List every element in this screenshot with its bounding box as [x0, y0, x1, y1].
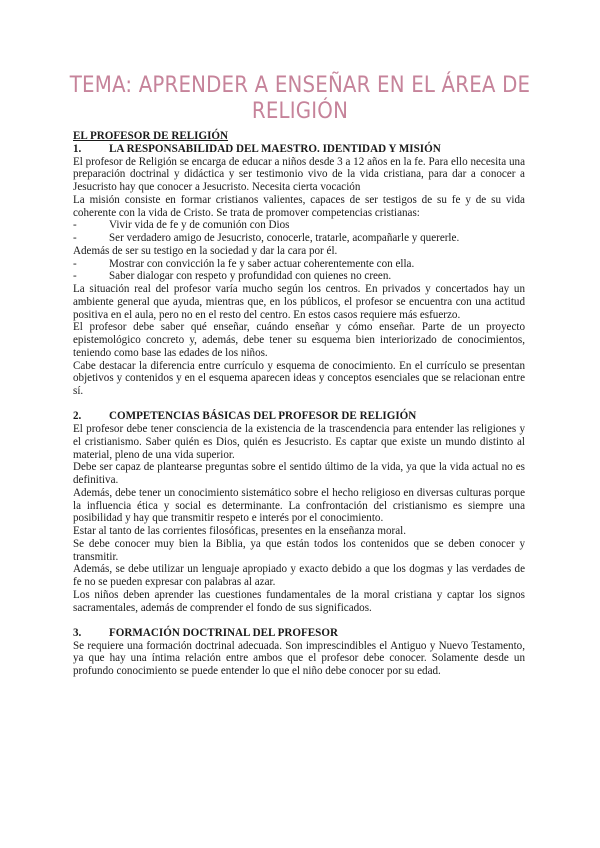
section-number: 1. — [73, 142, 82, 155]
paragraph: El profesor debe tener consciencia de la existencia de la trascendencia para entender las religiones y el cristianismo. Saber quién es Dios, quién es Jesucristo. Es captar que existe un mundo distinto al material, pleno de una vida superior. — [73, 423, 525, 461]
bullet-dash: - — [73, 257, 77, 270]
section-3-heading — [73, 627, 525, 640]
paragraph: La situación real del profesor varía mucho según los centros. En privados y concertados hay un ambiente general que ayuda, mientras que, en los públicos, el profesor se encuentra con una actitud positiva en el aula, pero no en el resto del centro. En estos casos requiere más esfuerzo. — [73, 283, 525, 321]
section-title: LA RESPONSABILIDAD DEL MAESTRO. IDENTIDAD Y MISIÓN — [109, 142, 441, 155]
paragraph: Además, debe tener un conocimiento sistemático sobre el hecho religioso en diversas culturas porque la influencia ética y social es determinante. La confrontación del cristianismo es siempre una posibilidad y hay que transmitir respeto e interés por el conocimiento. — [73, 486, 525, 525]
list-item-text: Saber dialogar con respeto y profundidad con quienes no creen. — [109, 270, 392, 283]
list-continuation: Además de ser su testigo en la sociedad y dar la cara por él. — [73, 244, 338, 257]
list-item-text: Vivir vida de fe y de comunión con Dios — [109, 219, 290, 232]
bullet-dash: - — [73, 219, 77, 232]
list-item — [73, 219, 525, 232]
paragraph: Se requiere una formación doctrinal adecuada. Son imprescindibles el Antiguo y Nuevo Testamento, ya que hay una íntima relación entre ambos que el profesor debe conocer. Solamente desde un profundo conocimiento se puede entender lo que el niño debe conocer por su edad. — [73, 639, 525, 677]
document-body — [73, 130, 525, 678]
paragraph: El profesor de Religión se encarga de educar a niños desde 3 a 12 años en la fe. Para ello necesita una preparación doctrinal y didáctica y ser testimonio vivo de la vida cristiana, para dar a conocer a Jesucristo hay que conocer a Jesucristo. Necesita cierta vocación — [73, 155, 525, 193]
list-item-text: Mostrar con convicción la fe y saber actuar coherentemente con ella. — [109, 257, 415, 270]
section-number: 3. — [73, 626, 82, 639]
list-item — [73, 270, 525, 283]
page-title: TEMA: APRENDER A ENSEÑAR EN EL ÁREA DE RELIGIÓN — [69, 72, 531, 124]
paragraph: Estar al tanto de las corrientes filosóficas, presentes en la enseñanza moral. — [73, 525, 406, 537]
paragraph: Los niños deben aprender las cuestiones fundamentales de la moral cristiana y captar los signos sacramentales, además de comprender el fondo de sus significados. — [73, 588, 525, 614]
section-1-heading — [73, 143, 525, 156]
section-2-heading — [73, 410, 525, 423]
section-title: COMPETENCIAS BÁSICAS DEL PROFESOR DE RELIGIÓN — [109, 410, 417, 423]
section-number: 2. — [73, 410, 82, 423]
list-item — [73, 258, 525, 271]
paragraph: La misión consiste en formar cristianos valientes, capaces de ser testigos de su fe y de su vida coherente con la vida de Cristo. Se trata de promover competencias cristianas: — [73, 193, 525, 219]
paragraph: El profesor debe saber qué enseñar, cuándo enseñar y cómo enseñar. Parte de un proyecto epistemológico concreto y, además, debe tener su esquema bien interiorizado de conocimientos, teniendo como base las edades de los niños. — [73, 321, 525, 359]
paragraph: Cabe destacar la diferencia entre currículo y esquema de conocimiento. En el currículo se presentan objetivos y contenidos y en el esquema aparecen ideas y conceptos esenciales que se relacionan entre sí. — [73, 359, 525, 397]
list-item-text: Ser verdadero amigo de Jesucristo, conocerle, tratarle, acompañarle y quererle. — [109, 232, 460, 244]
bullet-dash: - — [73, 270, 77, 283]
paragraph: Debe ser capaz de plantearse preguntas sobre el sentido último de la vida, ya que la vida actual no es definitiva. — [73, 461, 525, 486]
bullet-dash: - — [73, 232, 77, 244]
section-title: FORMACIÓN DOCTRINAL DEL PROFESOR — [109, 626, 338, 639]
main-heading: EL PROFESOR DE RELIGIÓN — [73, 130, 229, 142]
list-item — [73, 232, 525, 245]
paragraph: Se debe conocer muy bien la Biblia, ya que están todos los contenidos que se deben conocer y transmitir. — [73, 537, 525, 563]
paragraph: Además, se debe utilizar un lenguaje apropiado y exacto debido a que los dogmas y las verdades de fe no se pueden expresar con palabras al azar. — [73, 563, 525, 588]
